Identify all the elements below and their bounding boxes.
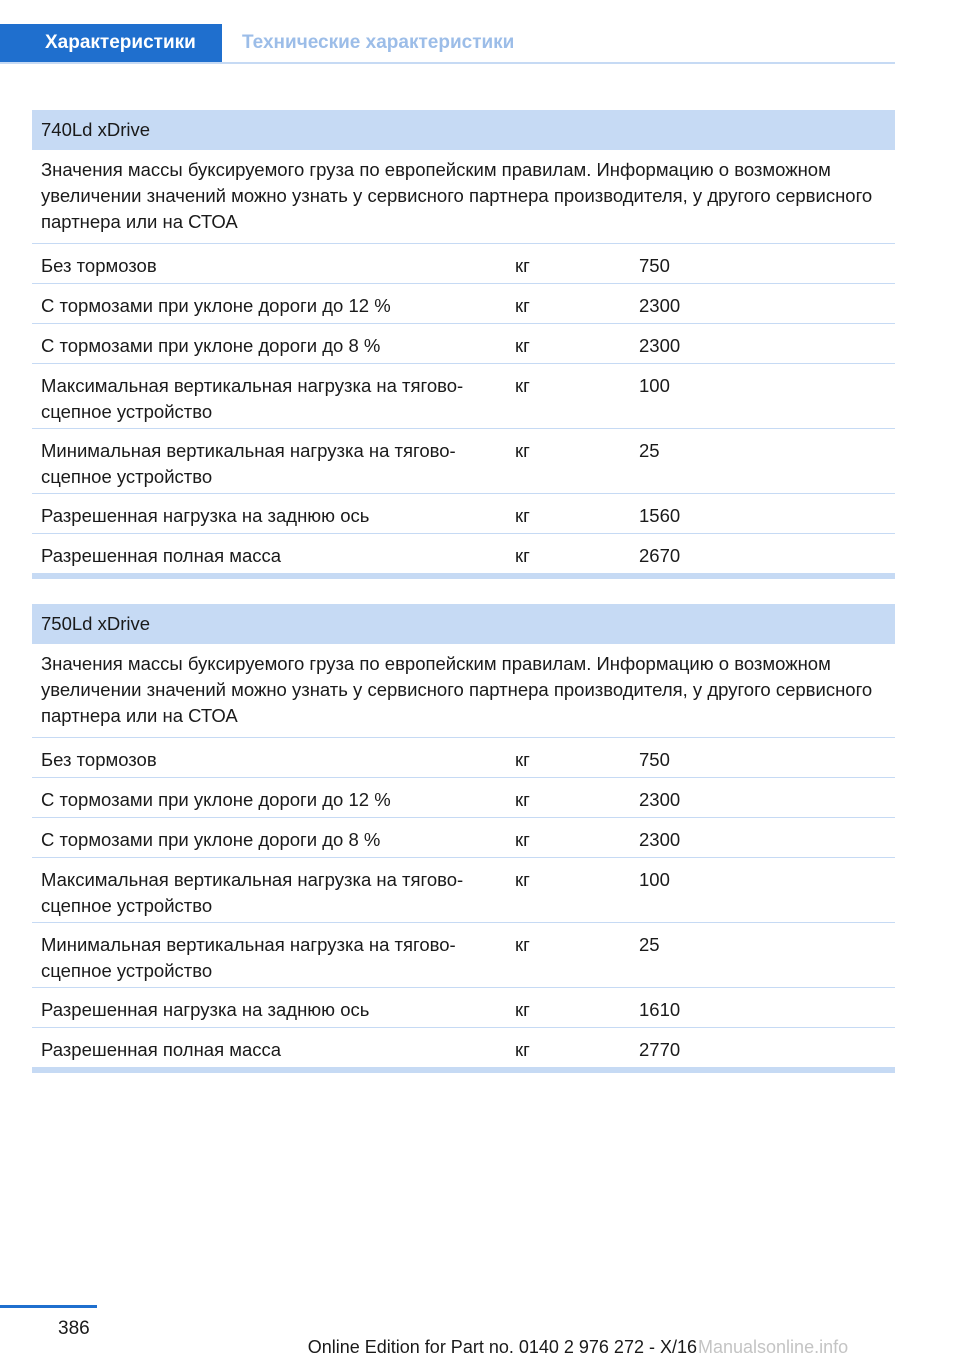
row-value: 2300 — [639, 789, 681, 810]
row-unit: кг — [515, 829, 530, 850]
table-row — [32, 858, 895, 923]
table-row — [32, 284, 895, 324]
table-row — [32, 738, 895, 778]
table-row — [32, 494, 895, 534]
row-label: Разрешенная полная масса — [41, 545, 282, 566]
row-unit: кг — [515, 545, 530, 566]
row-unit: кг — [515, 999, 530, 1020]
row-value: 100 — [639, 375, 670, 396]
spec-table-740ld — [32, 110, 895, 579]
watermark: Manualsonline.info — [698, 1337, 849, 1357]
row-unit: кг — [515, 1039, 530, 1060]
row-value: 750 — [639, 749, 670, 770]
row-value: 2770 — [639, 1039, 681, 1060]
table-row — [32, 988, 895, 1028]
footer-accent-line — [0, 1305, 97, 1308]
row-value: 750 — [639, 255, 670, 276]
table-note: Значения массы буксируемого груза по европейским правилам. Информацию о возможном увеличении значений можно узнать у сервисного партнера производителя, у другого сервисного партнера или на СТОА — [32, 644, 895, 738]
table-row — [32, 923, 895, 988]
table-row — [32, 364, 895, 429]
row-label: С тормозами при уклоне дороги до 8 % — [41, 335, 381, 356]
row-unit: кг — [515, 255, 530, 276]
row-label: Разрешенная полная масса — [41, 1039, 282, 1060]
row-unit: кг — [515, 789, 530, 810]
row-label: Максимальная вертикальная нагрузка на тягово-сцепное устройство — [41, 375, 464, 422]
row-label: Без тормозов — [41, 255, 157, 276]
spec-table-750ld — [32, 604, 895, 1073]
model-heading: 740Ld xDrive — [32, 110, 895, 150]
tab-technical-characteristics[interactable]: Технические характеристики — [242, 32, 515, 53]
table-row — [32, 244, 895, 284]
row-value: 100 — [639, 869, 670, 890]
row-unit: кг — [515, 869, 530, 890]
row-label: Разрешенная нагрузка на заднюю ось — [41, 999, 370, 1020]
row-value: 25 — [639, 934, 660, 955]
row-label: С тормозами при уклоне дороги до 12 % — [41, 789, 391, 810]
edition-note: Online Edition for Part no. 0140 2 976 272 - X/16 — [307, 1337, 697, 1357]
row-label: Без тормозов — [41, 749, 157, 770]
row-label: Максимальная вертикальная нагрузка на тягово-сцепное устройство — [41, 869, 464, 916]
table-row — [32, 429, 895, 494]
table-row — [32, 534, 895, 574]
row-value: 2300 — [639, 295, 681, 316]
row-unit: кг — [515, 749, 530, 770]
row-label: Минимальная вертикальная нагрузка на тягово-сцепное устройство — [41, 440, 456, 487]
row-label: Разрешенная нагрузка на заднюю ось — [41, 505, 370, 526]
table-end-rule — [32, 574, 895, 579]
table-row — [32, 818, 895, 858]
row-unit: кг — [515, 505, 530, 526]
row-unit: кг — [515, 295, 530, 316]
row-value: 2670 — [639, 545, 681, 566]
tab-characteristics[interactable]: Характеристики — [0, 24, 222, 62]
row-value: 25 — [639, 440, 660, 461]
table-end-rule — [32, 1068, 895, 1073]
row-value: 1610 — [639, 999, 681, 1020]
table-row — [32, 778, 895, 818]
row-unit: кг — [515, 934, 530, 955]
model-heading: 750Ld xDrive — [32, 604, 895, 644]
row-unit: кг — [515, 440, 530, 461]
page-number: 386 — [58, 1318, 90, 1339]
row-value: 1560 — [639, 505, 681, 526]
table-row — [32, 1028, 895, 1068]
row-value: 2300 — [639, 335, 681, 356]
row-unit: кг — [515, 375, 530, 396]
row-label: Минимальная вертикальная нагрузка на тягово-сцепное устройство — [41, 934, 456, 981]
row-value: 2300 — [639, 829, 681, 850]
row-label: С тормозами при уклоне дороги до 12 % — [41, 295, 391, 316]
table-row — [32, 324, 895, 364]
row-label: С тормозами при уклоне дороги до 8 % — [41, 829, 381, 850]
row-unit: кг — [515, 335, 530, 356]
table-note: Значения массы буксируемого груза по европейским правилам. Информацию о возможном увеличении значений можно узнать у сервисного партнера производителя, у другого сервисного партнера или на СТОА — [32, 150, 895, 244]
page-header — [0, 24, 895, 64]
